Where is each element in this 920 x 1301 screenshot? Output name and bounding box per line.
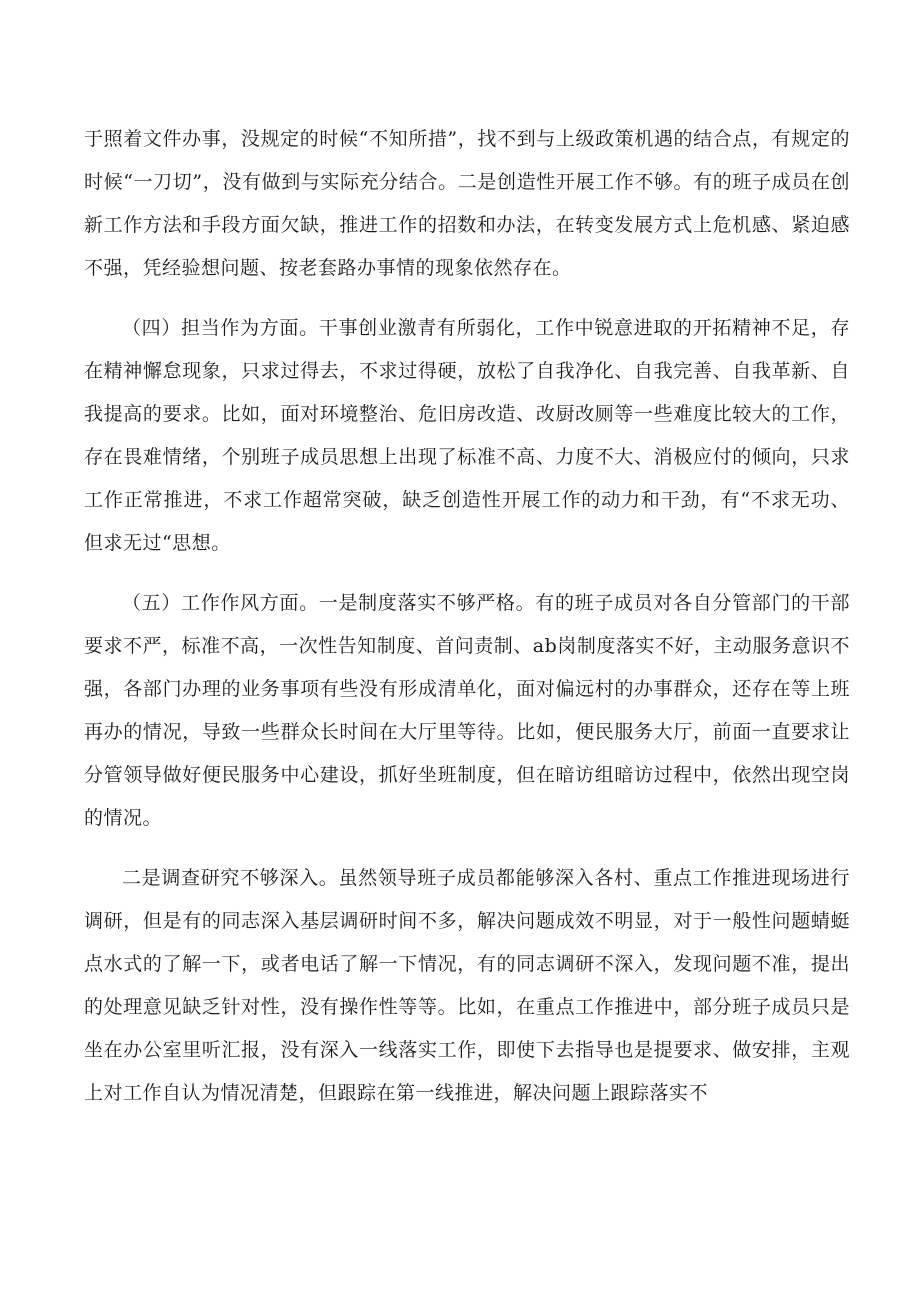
document-body: [84, 118, 850, 1132]
paragraph-section-five: （五）工作作风方面。一是制度落实不够严格。有的班子成员对各自分管部门的干部要求不严，标准不高，一次性告知制度、首问责制、ab岗制度落实不好，主动服务意识不强，各部门办理的业务事项有些没有形成清单化，面对偏远村的办事群众，还存在等上班再办的情况，导致一些群众长时间在大厅里等待。比如，便民服务大厅，前面一直要求让分管领导做好便民服务中心建设，抓好坐班制度，但在暗访组暗访过程中，依然出现空岗的情况。: [84, 592, 850, 829]
paragraph-research: 二是调查研究不够深入。虽然领导班子成员都能够深入各村、重点工作推进现场进行调研，但是有的同志深入基层调研时间不多，解决问题成效不明显，对于一般性问题蜻蜓点水式的了解一下，或者电话了解一下情况，有的同志调研不深入，发现问题不准，提出的处理意见缺乏针对性，没有操作性等等。比如，在重点工作推进中，部分班子成员只是坐在办公室里听汇报，没有深入一线落实工作，即使下去指导也是提要求、做安排，主观上对工作自认为情况清楚，但跟踪在第一线推进，解决问题上跟踪落实不: [84, 867, 850, 1104]
paragraph-section-four: （四）担当作为方面。干事创业激青有所弱化，工作中锐意进取的开拓精神不足，存在精神懈怠现象，只求过得去，不求过得硬，放松了自我净化、自我完善、自我革新、自我提高的要求。比如，面对环境整治、危旧房改造、改厨改厕等一些难度比较大的工作，存在畏难情绪，个别班子成员思想上出现了标准不高、力度不大、消极应付的倾向，只求工作正常推进，不求工作超常突破，缺乏创造性开展工作的动力和干劲，有“不求无功、但求无过“思想。: [84, 317, 850, 554]
paragraph-continued: 于照着文件办事，没规定的时候“不知所措”，找不到与上级政策机遇的结合点，有规定的时候“一刀切”，没有做到与实际充分结合。二是创造性开展工作不够。有的班子成员在创新工作方法和手段方面欠缺，推进工作的招数和办法，在转变发展方式上危机感、紧迫感不强，凭经验想问题、按老套路办事情的现象依然存在。: [84, 128, 850, 279]
